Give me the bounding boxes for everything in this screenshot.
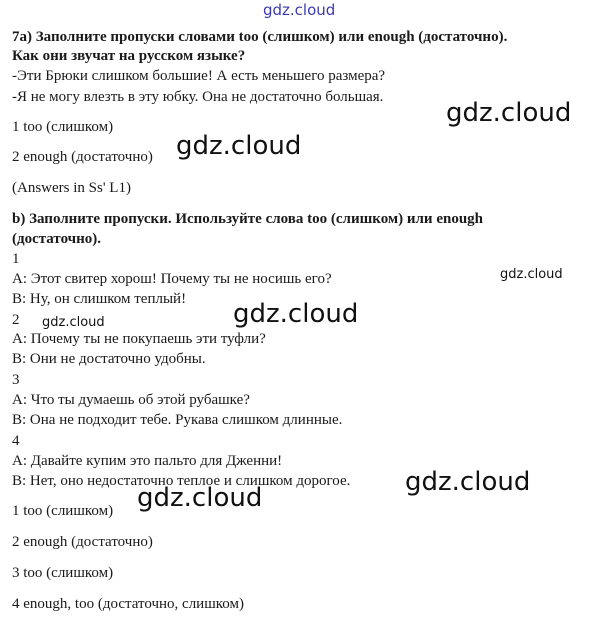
exercise-7b-heading: b) Заполните пропуски. Используйте слова too (слишком) или enough — [12, 211, 484, 227]
exercise-7a-heading: 7a) Заполните пропуски словами too (слишком) или enough (достаточно). — [12, 29, 508, 45]
watermark: gdz.cloud — [233, 299, 359, 329]
answer-b-3: 3 too (слишком) — [12, 565, 114, 581]
exercise-7b-heading-continued: (достаточно). — [12, 231, 102, 247]
example-sentence-2: -Я не могу влезть в эту юбку. Она не достаточно большая. — [12, 89, 384, 105]
watermark: gdz.cloud — [176, 131, 302, 161]
answer-a-1: 1 too (слишком) — [12, 119, 114, 135]
dialog-3-line-b: B: Она не подходит тебе. Рукава слишком длинные. — [12, 412, 343, 428]
watermark: gdz.cloud — [263, 1, 336, 19]
exercise-7a-heading-continued: Как они звучат на русском языке? — [12, 48, 246, 64]
dialog-number-3: 3 — [12, 372, 20, 388]
dialog-1-line-a: A: Этот свитер хорош! Почему ты не носишь его? — [12, 271, 332, 287]
dialog-4-line-b: B: Нет, оно недостаточно теплое и слишком дорогое. — [12, 473, 351, 489]
answer-b-1: 1 too (слишком) — [12, 503, 114, 519]
dialog-3-line-a: A: Что ты думаешь об этой рубашке? — [12, 392, 250, 408]
example-sentence-1: -Эти Брюки слишком большие! А есть меньшего размера? — [12, 68, 386, 84]
watermark: gdz.cloud — [446, 98, 572, 128]
dialog-4-line-a: A: Давайте купим это пальто для Дженни! — [12, 453, 283, 469]
watermark: gdz.cloud — [42, 315, 105, 330]
answer-b-4: 4 enough, too (достаточно, слишком) — [12, 596, 244, 612]
dialog-2-line-b: B: Они не достаточно удобны. — [12, 351, 206, 367]
dialog-1-line-b: B: Ну, он слишком теплый! — [12, 291, 187, 307]
answers-note: (Answers in Ss' L1) — [12, 180, 131, 196]
dialog-2-line-a: A: Почему ты не покупаешь эти туфли? — [12, 331, 266, 347]
answer-b-2: 2 enough (достаточно) — [12, 534, 153, 550]
dialog-number-1: 1 — [12, 251, 20, 267]
dialog-number-4: 4 — [12, 433, 20, 449]
watermark: gdz.cloud — [137, 483, 263, 513]
dialog-number-2: 2 — [12, 312, 20, 328]
watermark: gdz.cloud — [500, 267, 563, 282]
watermark: gdz.cloud — [405, 467, 531, 497]
answer-a-2: 2 enough (достаточно) — [12, 149, 153, 165]
